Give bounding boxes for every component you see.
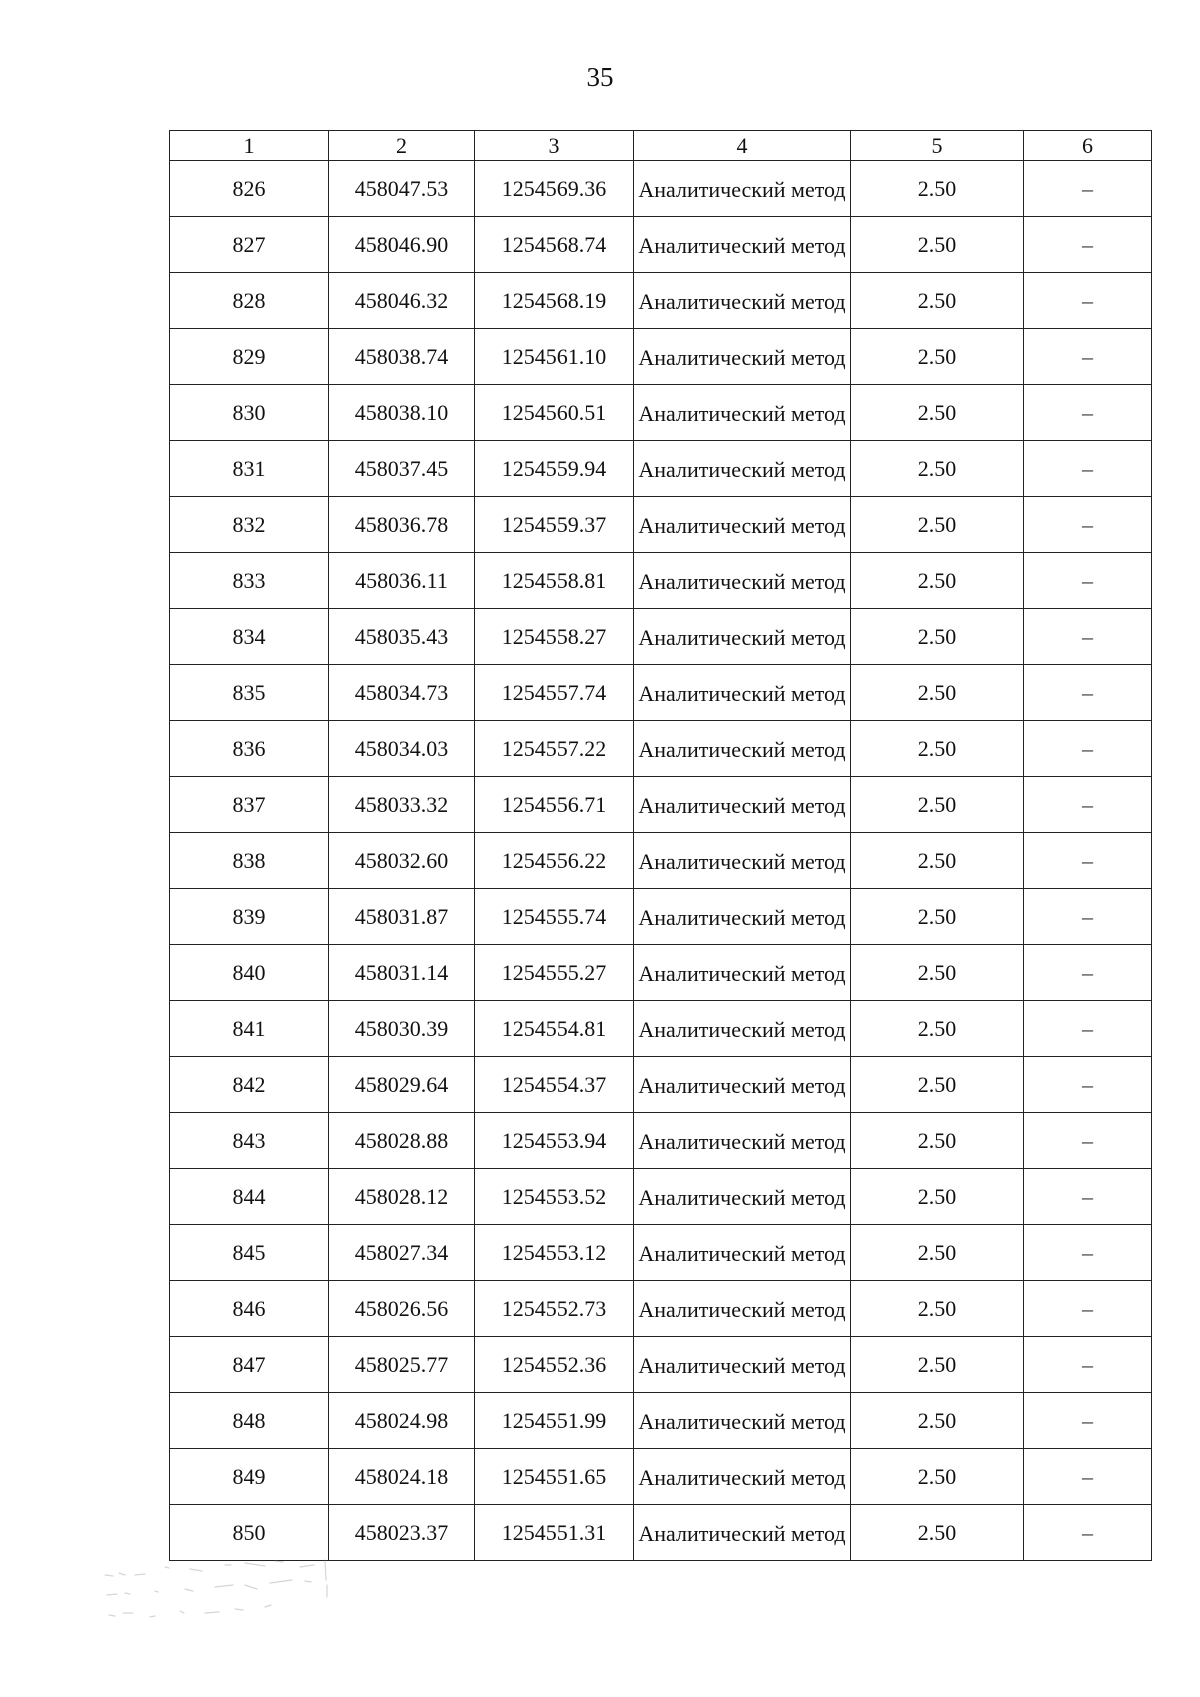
note-cell: – — [1024, 1449, 1152, 1505]
note-cell: – — [1024, 665, 1152, 721]
x-coordinate-cell: 458025.77 — [329, 1337, 475, 1393]
y-coordinate-cell: 1254551.99 — [475, 1393, 634, 1449]
method-cell: Аналитический метод — [634, 1505, 851, 1561]
y-coordinate-cell: 1254560.51 — [475, 385, 634, 441]
column-header-3: 3 — [475, 131, 634, 161]
x-coordinate-cell: 458046.32 — [329, 273, 475, 329]
y-coordinate-cell: 1254568.19 — [475, 273, 634, 329]
note-cell: – — [1024, 1225, 1152, 1281]
point-number-cell: 828 — [170, 273, 329, 329]
table-row — [170, 217, 1152, 273]
point-number-cell: 840 — [170, 945, 329, 1001]
method-cell: Аналитический метод — [634, 1393, 851, 1449]
point-number-cell: 845 — [170, 1225, 329, 1281]
accuracy-cell: 2.50 — [851, 441, 1024, 497]
x-coordinate-cell: 458038.74 — [329, 329, 475, 385]
point-number-cell: 843 — [170, 1113, 329, 1169]
y-coordinate-cell: 1254555.74 — [475, 889, 634, 945]
method-cell: Аналитический метод — [634, 161, 851, 217]
table-row — [170, 1113, 1152, 1169]
accuracy-cell: 2.50 — [851, 1393, 1024, 1449]
table-row — [170, 385, 1152, 441]
y-coordinate-cell: 1254559.94 — [475, 441, 634, 497]
table-row — [170, 1505, 1152, 1561]
x-coordinate-cell: 458032.60 — [329, 833, 475, 889]
point-number-cell: 835 — [170, 665, 329, 721]
x-coordinate-cell: 458028.88 — [329, 1113, 475, 1169]
column-header-5: 5 — [851, 131, 1024, 161]
method-cell: Аналитический метод — [634, 441, 851, 497]
table-row — [170, 721, 1152, 777]
method-cell: Аналитический метод — [634, 665, 851, 721]
accuracy-cell: 2.50 — [851, 721, 1024, 777]
table-row — [170, 329, 1152, 385]
table-body — [170, 161, 1152, 1561]
note-cell: – — [1024, 721, 1152, 777]
x-coordinate-cell: 458026.56 — [329, 1281, 475, 1337]
table-row — [170, 1337, 1152, 1393]
x-coordinate-cell: 458024.98 — [329, 1393, 475, 1449]
method-cell: Аналитический метод — [634, 833, 851, 889]
accuracy-cell: 2.50 — [851, 945, 1024, 1001]
point-number-cell: 849 — [170, 1449, 329, 1505]
x-coordinate-cell: 458038.10 — [329, 385, 475, 441]
x-coordinate-cell: 458030.39 — [329, 1001, 475, 1057]
accuracy-cell: 2.50 — [851, 273, 1024, 329]
method-cell: Аналитический метод — [634, 1057, 851, 1113]
point-number-cell: 833 — [170, 553, 329, 609]
point-number-cell: 834 — [170, 609, 329, 665]
y-coordinate-cell: 1254552.73 — [475, 1281, 634, 1337]
y-coordinate-cell: 1254569.36 — [475, 161, 634, 217]
coordinates-table — [169, 130, 1152, 1561]
y-coordinate-cell: 1254551.31 — [475, 1505, 634, 1561]
x-coordinate-cell: 458031.87 — [329, 889, 475, 945]
x-coordinate-cell: 458047.53 — [329, 161, 475, 217]
y-coordinate-cell: 1254555.27 — [475, 945, 634, 1001]
x-coordinate-cell: 458027.34 — [329, 1225, 475, 1281]
header-row — [170, 131, 1152, 161]
y-coordinate-cell: 1254558.81 — [475, 553, 634, 609]
point-number-cell: 839 — [170, 889, 329, 945]
y-coordinate-cell: 1254568.74 — [475, 217, 634, 273]
table-row — [170, 273, 1152, 329]
accuracy-cell: 2.50 — [851, 1225, 1024, 1281]
point-number-cell: 826 — [170, 161, 329, 217]
y-coordinate-cell: 1254554.37 — [475, 1057, 634, 1113]
accuracy-cell: 2.50 — [851, 1449, 1024, 1505]
column-header-6: 6 — [1024, 131, 1152, 161]
method-cell: Аналитический метод — [634, 273, 851, 329]
point-number-cell: 844 — [170, 1169, 329, 1225]
x-coordinate-cell: 458036.11 — [329, 553, 475, 609]
note-cell: – — [1024, 273, 1152, 329]
accuracy-cell: 2.50 — [851, 1001, 1024, 1057]
note-cell: – — [1024, 1393, 1152, 1449]
table-row — [170, 1057, 1152, 1113]
note-cell: – — [1024, 1169, 1152, 1225]
table-row — [170, 609, 1152, 665]
table-row — [170, 1393, 1152, 1449]
accuracy-cell: 2.50 — [851, 889, 1024, 945]
y-coordinate-cell: 1254554.81 — [475, 1001, 634, 1057]
y-coordinate-cell: 1254553.12 — [475, 1225, 634, 1281]
point-number-cell: 837 — [170, 777, 329, 833]
method-cell: Аналитический метод — [634, 497, 851, 553]
y-coordinate-cell: 1254553.94 — [475, 1113, 634, 1169]
point-number-cell: 847 — [170, 1337, 329, 1393]
accuracy-cell: 2.50 — [851, 1057, 1024, 1113]
note-cell: – — [1024, 385, 1152, 441]
accuracy-cell: 2.50 — [851, 329, 1024, 385]
accuracy-cell: 2.50 — [851, 497, 1024, 553]
note-cell: – — [1024, 777, 1152, 833]
point-number-cell: 842 — [170, 1057, 329, 1113]
method-cell: Аналитический метод — [634, 1113, 851, 1169]
point-number-cell: 830 — [170, 385, 329, 441]
point-number-cell: 838 — [170, 833, 329, 889]
note-cell: – — [1024, 945, 1152, 1001]
y-coordinate-cell: 1254557.74 — [475, 665, 634, 721]
y-coordinate-cell: 1254556.71 — [475, 777, 634, 833]
method-cell: Аналитический метод — [634, 889, 851, 945]
method-cell: Аналитический метод — [634, 1169, 851, 1225]
x-coordinate-cell: 458023.37 — [329, 1505, 475, 1561]
x-coordinate-cell: 458034.03 — [329, 721, 475, 777]
note-cell: – — [1024, 1281, 1152, 1337]
note-cell: – — [1024, 1337, 1152, 1393]
note-cell: – — [1024, 329, 1152, 385]
table-header — [170, 131, 1152, 161]
note-cell: – — [1024, 1001, 1152, 1057]
table-row — [170, 553, 1152, 609]
accuracy-cell: 2.50 — [851, 553, 1024, 609]
note-cell: – — [1024, 609, 1152, 665]
accuracy-cell: 2.50 — [851, 1337, 1024, 1393]
y-coordinate-cell: 1254561.10 — [475, 329, 634, 385]
accuracy-cell: 2.50 — [851, 665, 1024, 721]
table-row — [170, 1281, 1152, 1337]
method-cell: Аналитический метод — [634, 609, 851, 665]
note-cell: – — [1024, 1057, 1152, 1113]
note-cell: – — [1024, 441, 1152, 497]
accuracy-cell: 2.50 — [851, 1169, 1024, 1225]
table-row — [170, 1001, 1152, 1057]
point-number-cell: 827 — [170, 217, 329, 273]
page-number: 35 — [586, 62, 614, 92]
note-cell: – — [1024, 1505, 1152, 1561]
accuracy-cell: 2.50 — [851, 609, 1024, 665]
method-cell: Аналитический метод — [634, 1001, 851, 1057]
faded-stamp-mark — [95, 1555, 345, 1640]
accuracy-cell: 2.50 — [851, 385, 1024, 441]
accuracy-cell: 2.50 — [851, 217, 1024, 273]
accuracy-cell: 2.50 — [851, 1281, 1024, 1337]
table-row — [170, 1225, 1152, 1281]
table-row — [170, 665, 1152, 721]
method-cell: Аналитический метод — [634, 777, 851, 833]
x-coordinate-cell: 458024.18 — [329, 1449, 475, 1505]
table-row — [170, 833, 1152, 889]
x-coordinate-cell: 458029.64 — [329, 1057, 475, 1113]
table-row — [170, 1169, 1152, 1225]
note-cell: – — [1024, 217, 1152, 273]
note-cell: – — [1024, 1113, 1152, 1169]
method-cell: Аналитический метод — [634, 1281, 851, 1337]
note-cell: – — [1024, 161, 1152, 217]
table-row — [170, 497, 1152, 553]
column-header-2: 2 — [329, 131, 475, 161]
note-cell: – — [1024, 497, 1152, 553]
table-row — [170, 441, 1152, 497]
y-coordinate-cell: 1254552.36 — [475, 1337, 634, 1393]
method-cell: Аналитический метод — [634, 217, 851, 273]
y-coordinate-cell: 1254553.52 — [475, 1169, 634, 1225]
point-number-cell: 832 — [170, 497, 329, 553]
method-cell: Аналитический метод — [634, 945, 851, 1001]
table-row — [170, 161, 1152, 217]
point-number-cell: 850 — [170, 1505, 329, 1561]
method-cell: Аналитический метод — [634, 1225, 851, 1281]
x-coordinate-cell: 458046.90 — [329, 217, 475, 273]
table-row — [170, 889, 1152, 945]
accuracy-cell: 2.50 — [851, 833, 1024, 889]
method-cell: Аналитический метод — [634, 1337, 851, 1393]
accuracy-cell: 2.50 — [851, 1113, 1024, 1169]
column-header-1: 1 — [170, 131, 329, 161]
method-cell: Аналитический метод — [634, 1449, 851, 1505]
y-coordinate-cell: 1254551.65 — [475, 1449, 634, 1505]
x-coordinate-cell: 458033.32 — [329, 777, 475, 833]
method-cell: Аналитический метод — [634, 329, 851, 385]
note-cell: – — [1024, 833, 1152, 889]
column-header-4: 4 — [634, 131, 851, 161]
table-row — [170, 945, 1152, 1001]
x-coordinate-cell: 458036.78 — [329, 497, 475, 553]
point-number-cell: 836 — [170, 721, 329, 777]
y-coordinate-cell: 1254558.27 — [475, 609, 634, 665]
method-cell: Аналитический метод — [634, 385, 851, 441]
note-cell: – — [1024, 553, 1152, 609]
y-coordinate-cell: 1254559.37 — [475, 497, 634, 553]
table-row — [170, 777, 1152, 833]
table-row — [170, 1449, 1152, 1505]
accuracy-cell: 2.50 — [851, 777, 1024, 833]
x-coordinate-cell: 458035.43 — [329, 609, 475, 665]
x-coordinate-cell: 458034.73 — [329, 665, 475, 721]
method-cell: Аналитический метод — [634, 721, 851, 777]
point-number-cell: 829 — [170, 329, 329, 385]
point-number-cell: 841 — [170, 1001, 329, 1057]
x-coordinate-cell: 458028.12 — [329, 1169, 475, 1225]
method-cell: Аналитический метод — [634, 553, 851, 609]
point-number-cell: 848 — [170, 1393, 329, 1449]
x-coordinate-cell: 458031.14 — [329, 945, 475, 1001]
y-coordinate-cell: 1254556.22 — [475, 833, 634, 889]
accuracy-cell: 2.50 — [851, 1505, 1024, 1561]
accuracy-cell: 2.50 — [851, 161, 1024, 217]
point-number-cell: 831 — [170, 441, 329, 497]
note-cell: – — [1024, 889, 1152, 945]
x-coordinate-cell: 458037.45 — [329, 441, 475, 497]
y-coordinate-cell: 1254557.22 — [475, 721, 634, 777]
point-number-cell: 846 — [170, 1281, 329, 1337]
